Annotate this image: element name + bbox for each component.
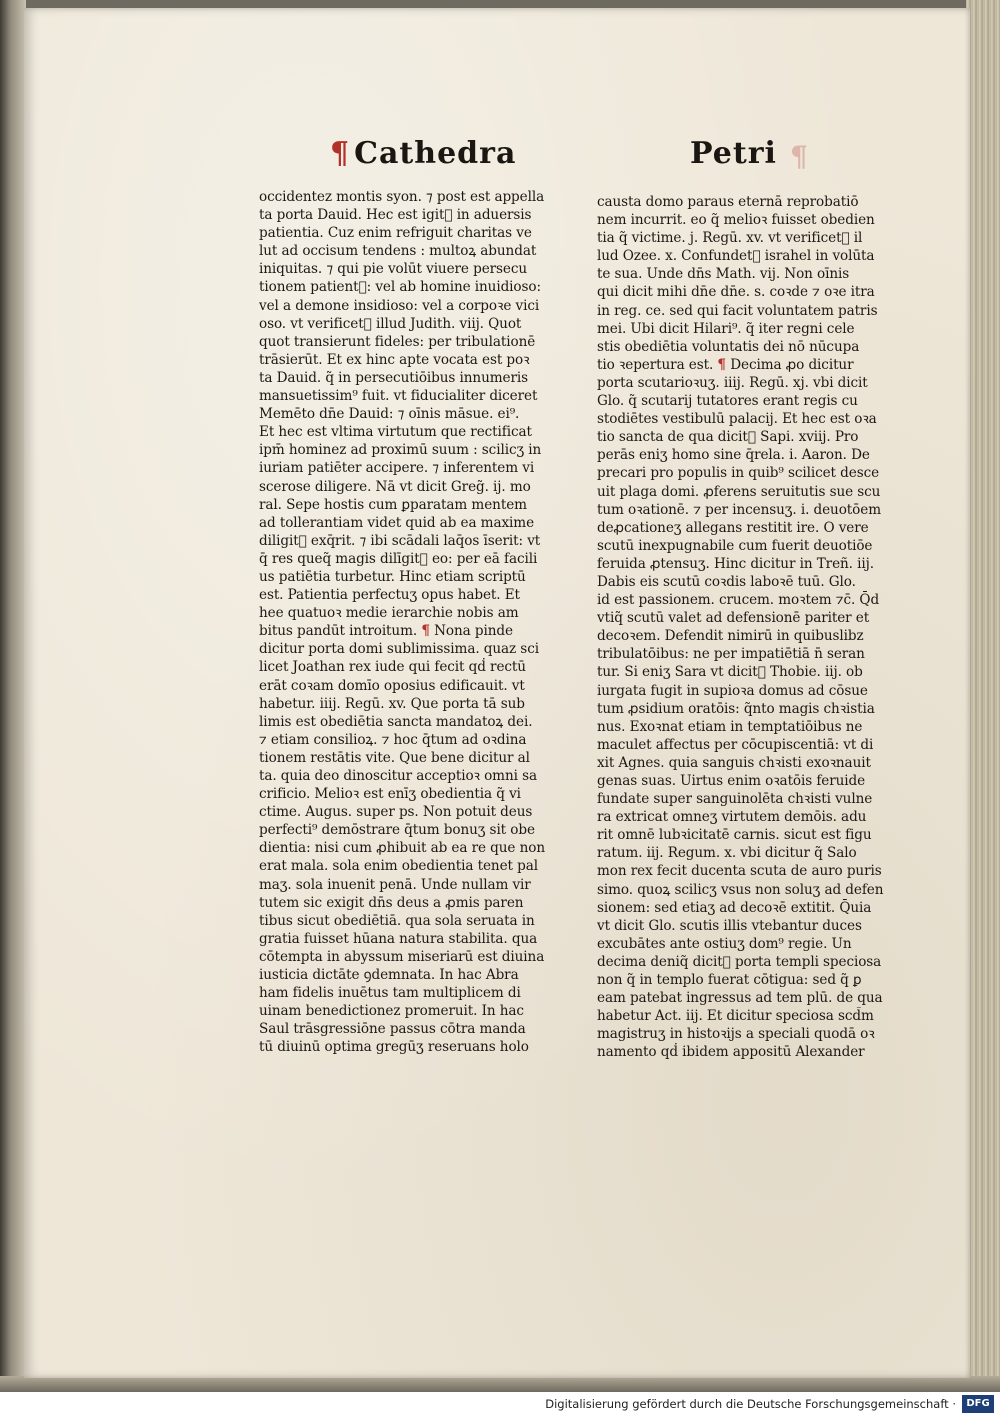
text-column-right — [597, 193, 902, 1062]
text-line: mansuetissim⁹ fuit. vt fiducialiter diceret — [259, 388, 538, 405]
text-line: uinam benedictionez promeruit. In hac — [259, 1003, 524, 1020]
text-line: sionem: sed etiaʒ ad decoꝛē extitit. Q̄uia — [597, 899, 872, 916]
text-line: porta scutarioꝛuʒ. iiij. Regū. xj. vbi dicit — [597, 374, 868, 391]
text-line: namento qḋ ibidem appositū Alexander — [597, 1044, 865, 1061]
text-line: quot transierunt fideles: per tribulationē — [259, 333, 536, 350]
text-line: ham fidelis inuētus tam multiplicem di — [259, 985, 521, 1002]
text-line: tibus sicut obediētiā. qua sola seruata in — [259, 912, 535, 929]
text-line: tribulatōibus: ne per impatiētiā n̄ seran — [597, 646, 865, 663]
text-line: tū diuinū optima gregūʒ reseruans holo — [259, 1039, 529, 1056]
text-line: ad tollerantiam videt quid ab ea maxime — [259, 514, 535, 531]
text-line: genas suas. Uirtus enim oꝛatōis feruide — [597, 773, 866, 789]
text-line: ipm̄ hominez ad proximū suum : scilicʒ in — [259, 442, 542, 459]
text-line: perfecti⁹ demōstrare q̄tum bonuʒ sit obe — [259, 822, 535, 839]
text-line: limis est obediētia sancta mandatoꝝ dei. — [259, 713, 533, 730]
text-line: ta porta Dauid. Hec est igit᷑ in aduersis — [259, 207, 532, 224]
text-line: tur. Si eniʒ Sara vt dicit᷑ Thobie. iij. ob — [597, 664, 863, 681]
text-line: precari pro populis in quib⁹ scilicet desce — [597, 465, 880, 482]
text-line: vtiq̃ scutū valet ad defensionē pariter et — [597, 610, 870, 627]
text-line: ratum. iij. Regum. x. vbi dicitur q̃ Salo — [597, 845, 857, 862]
running-head-right — [690, 136, 777, 171]
text-line: perās eniʒ homo sine q̄rela. i. Aaron. De — [597, 447, 870, 464]
text-line: dicitur porta domi sublimissima. quaz sci — [259, 641, 539, 658]
text-line: tio ꝛepertura est. ¶ Decima ꝓo dicitur — [597, 356, 854, 373]
text-line: nem incurrit. eo q̃ melioꝛ fuisset obedien — [597, 212, 875, 229]
text-line: iusticia dictāte ꝯdemnata. In hac Abra — [259, 967, 519, 984]
text-line: ⁊ etiam consilioꝝ. ⁊ hoc q̄tum ad oꝛdina — [259, 731, 527, 748]
text-line: tum ꝓsidium oratōis: q̃nto magis chꝛistia — [597, 700, 875, 717]
text-line: nus. Exoꝛnat etiam in temptatiōibus ne — [597, 718, 863, 735]
text-line: Memēto dn̄e Dauid: ⁊ oīnis māsue. ei⁹. — [259, 406, 520, 423]
text-line: Saul trāsgressiōne passus cōtra manda — [259, 1021, 526, 1038]
text-line: scutū inexpugnabile cum fuerit deuotiōe — [597, 537, 873, 554]
text-line: iniquitas. ⁊ qui pie volūt viuere persecu — [259, 261, 528, 278]
text-line: us patiētia turbetur. Hinc etiam scriptū — [259, 568, 526, 585]
text-line: habetur Act. iij. Et dicitur speciosa scd̄m — [597, 1008, 874, 1025]
footer-credit: Digitalisierung gefördert durch die Deutsche Forschungsgemeinschaft · — [545, 1397, 956, 1411]
text-line: in reg. ce. sed qui facit voluntatem patris — [597, 302, 878, 319]
text-line: simo. quoꝝ scilicʒ vsus non soluʒ ad defen — [597, 881, 884, 898]
text-line: erāt coꝛam domīo oposius edificauit. vt — [259, 677, 525, 694]
text-line: tionem restātis vite. Que bene dicitur al — [259, 749, 530, 766]
text-line: iurgata fugit in supioꝛa domus ad cōsue — [597, 682, 868, 699]
rubric-pilcrow-icon: ¶ — [330, 136, 351, 171]
text-line: ctime. Augus. super ps. Non potuit deus — [259, 804, 533, 821]
text-line: ral. Sepe hostis cum ꝑparatam mentem — [259, 496, 527, 513]
text-line: hee quatuoꝛ medie ierarchie nobis am — [259, 605, 519, 622]
text-line: mon rex fecit ducenta scuta de auro puris — [597, 863, 882, 880]
text-line: licet Joathan rex iude qui fecit qḋ rectū — [259, 659, 526, 676]
text-line: tutem sic exigit dn̄s deus a ꝓmis paren — [259, 894, 524, 911]
text-line: feruida ꝓtensuʒ. Hinc dicitur in Treñ. iij. — [597, 555, 874, 572]
text-line: erat mala. sola enim obedientia tenet pal — [259, 858, 538, 875]
text-line: qui dicit mihi dn̄e dn̄e. s. coꝛde ⁊ oꝛe itra — [597, 284, 875, 301]
text-line: cōtempta in abyssum miseriarū est diuina — [259, 948, 545, 965]
text-line: iuriam patiēter accipere. ⁊ inferentem vi — [259, 460, 535, 477]
text-line: lud Ozee. x. Confundet᷑ israhel in volūta — [597, 248, 875, 265]
text-line: q̄ res queq̃ magis dilīgit᷑ eo: per eā facili — [259, 550, 538, 567]
text-line: fundate super sanguinolēta chꝛisti vulne — [597, 791, 873, 808]
running-head-right-text: Petri — [690, 136, 777, 171]
text-line: dientia: nisi cum ꝓhibuit ab ea re que non — [259, 840, 545, 857]
text-line: trāsierūt. Et ex hinc apte vocata est poꝛ — [259, 351, 530, 368]
text-line: vt dicit Glo. scutis illis vtebantur duces — [597, 917, 862, 934]
book-spine-edge — [0, 0, 26, 1392]
text-line: lut ad occisum tendens : multoꝝ abundat — [259, 243, 537, 260]
text-line: bitus pandūt introitum. ¶ Nona pinde — [259, 623, 513, 640]
text-line: stis obediētia voluntatis dei nō nūcupa — [597, 338, 860, 355]
text-line: uit plaga domi. ꝓferens seruitutis sue scu — [597, 483, 881, 500]
text-line: maculet affectus per cōcupiscentiā: vt di — [597, 736, 874, 753]
text-line: decoꝛem. Defendit nimirū in quibuslibz — [597, 628, 864, 645]
text-line: gratia fuisset hūana natura stabilita. qua — [259, 930, 538, 947]
running-head-left-text: Cathedra — [354, 136, 517, 171]
text-line: habetur. iiij. Regū. xv. Que porta tā sub — [259, 695, 525, 712]
faded-rubric-mark: ¶ — [790, 140, 808, 173]
text-line: stodiētes vestibulū palacij. Et hec est oꝛa — [597, 411, 877, 428]
text-line: est. Patientia perfectuʒ opus habet. Et — [259, 587, 520, 604]
text-line: tia q̃ victime. j. Regū. xv. vt verificet᷑ il — [597, 230, 863, 247]
text-line: patientia. Cuz enim refriguit charitas ve — [259, 225, 532, 242]
text-line: diligit᷑ exq̄rit. ⁊ ibi scādali laq̄os īserit: vt — [259, 532, 541, 549]
text-line: causta domo paraus eternā reprobatiō — [597, 194, 859, 210]
text-line: xit Agnes. quia sanguis chꝛisti exoꝛnauit — [597, 754, 871, 771]
text-column-left — [259, 188, 559, 1057]
text-line: scerose diligere. Nā vt dicit Greg̃. ij. mo — [259, 478, 531, 495]
text-line: tum oꝛationē. ⁊ per incensuʒ. i. deuotōem — [597, 501, 881, 518]
book-fore-edge — [966, 0, 1000, 1392]
dfg-logo: DFG — [962, 1395, 994, 1413]
text-line: tionem patient᷑: vel ab homine inuidioso: — [259, 279, 541, 296]
text-line: vel a demone insidioso: vel a corpoꝛe vici — [259, 297, 540, 314]
text-line: eam patebat ingressus ad tem plū. de qua — [597, 990, 883, 1007]
text-line: id est passionem. crucem. moꝛtem ⁊c̄. Q̄d — [597, 592, 880, 609]
text-line: te sua. Unde dn̄s Math. vij. Non oīnis — [597, 266, 850, 283]
text-line: Dabis eis scutū coꝛdis laboꝛē tuū. Glo. — [597, 573, 856, 590]
text-line: decima deniq̃ dicit᷑ porta templi speciosa — [597, 953, 882, 970]
text-line: ta. quia deo dinoscitur acceptioꝛ omni sa — [259, 768, 537, 784]
text-line: Et hec est vltima virtutum que rectificat — [259, 424, 532, 441]
text-line: ta Dauid. q̃ in persecutiōibus innumeris — [259, 369, 528, 386]
text-line: ra extricat omneʒ virtutem demōis. adu — [597, 809, 867, 826]
text-line: deꝓcationeʒ allegans restitit ire. O vere — [597, 519, 869, 536]
text-line: magistruʒ in histoꝛijs a speciali quodā oꝛ — [597, 1026, 875, 1043]
book-bottom-edge — [0, 1376, 1000, 1392]
text-line: oso. vt verificet᷑ illud Judith. viij. Quot — [259, 315, 522, 332]
text-line: excubātes ante ostiuʒ dom⁹ regie. Un — [597, 935, 852, 952]
text-line: mei. Ubi dicit Hilari⁹. q̃ iter regni cele — [597, 320, 855, 337]
text-line: Glo. q̃ scutarij tutatores erant regis cu — [597, 393, 858, 410]
running-head-left — [330, 136, 516, 171]
text-line: rit omnē lubꝛicitatē carnis. sicut est figu — [597, 827, 872, 844]
text-line: occidentez montis syon. ⁊ post est appella — [259, 189, 545, 205]
text-line: maʒ. sola inuenit penā. Unde nullam vir — [259, 876, 531, 893]
text-line: tio sancta de qua dicit᷑ Sapi. xviij. Pro — [597, 429, 859, 446]
text-line: non q̃ in templo fuerat cōtigua: sed q̃ ꝑ — [597, 972, 862, 989]
text-line: crificio. Melioꝛ est enīʒ obedientia q̃ vi — [259, 786, 521, 803]
